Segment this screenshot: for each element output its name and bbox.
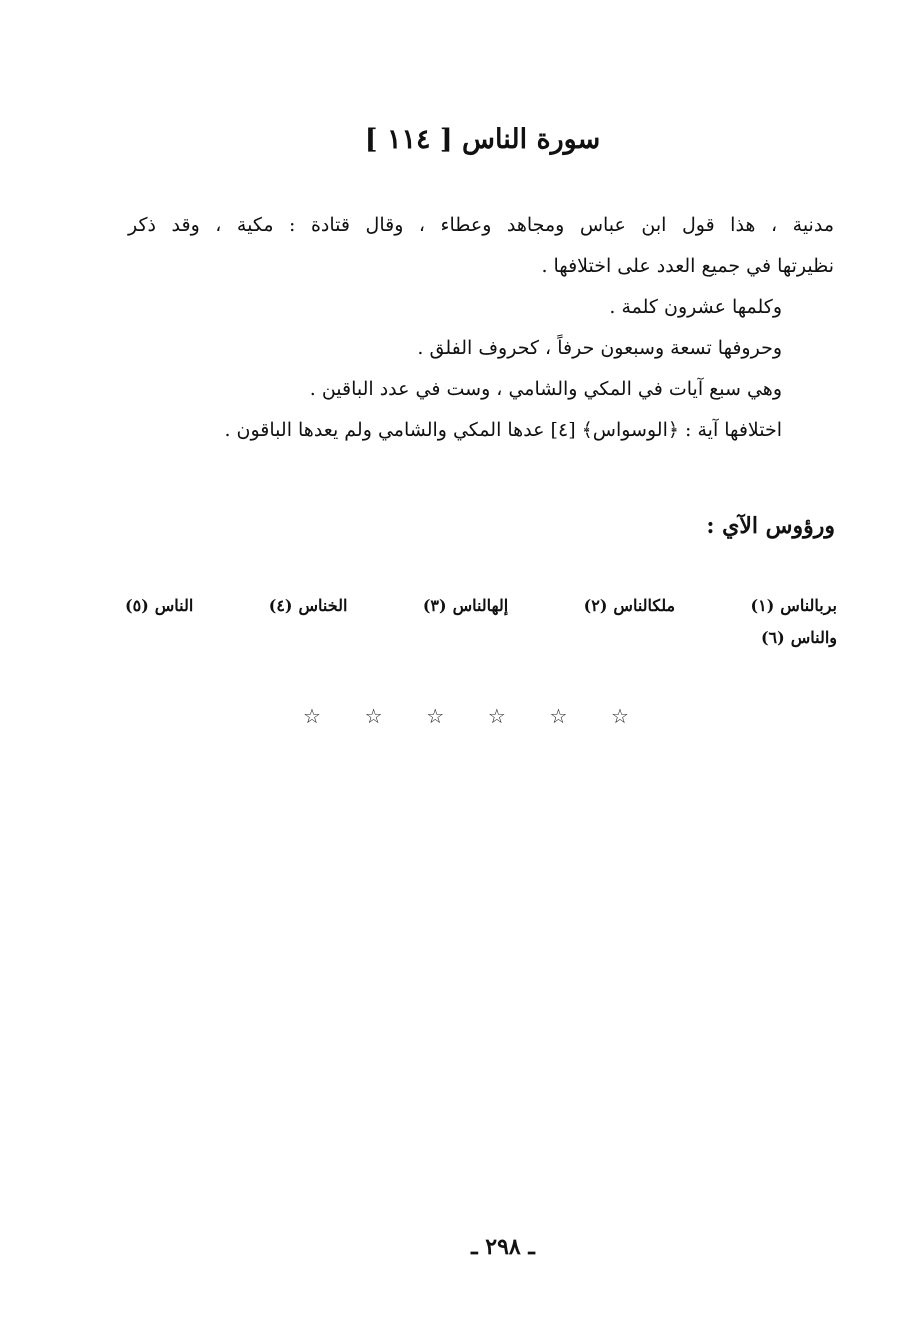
intro-line-6: اختلافها آية : ﴿الوسواس﴾ [٤] عدها المكي والشامي ولم يعدها الباقون . xyxy=(224,419,782,441)
verse-word: ملكالناس xyxy=(613,596,676,615)
verse-row-2 xyxy=(125,622,837,654)
intro-line-2: نظيرتها في جميع العدد على اختلافها . xyxy=(541,255,834,277)
star-icon: ☆ xyxy=(364,704,383,728)
page-number: ـ ٢٩٨ ـ xyxy=(471,1234,535,1260)
verse-word: الخناس xyxy=(298,596,348,615)
verse-number: (٤) xyxy=(268,596,293,615)
verse-ending xyxy=(125,590,193,622)
verse-row-1 xyxy=(125,590,837,622)
verses-heading: ورؤوس الآي : xyxy=(706,513,835,539)
verse-word: بربالناس xyxy=(780,596,837,615)
surah-title: سورة الناس [ ١١٤ ] xyxy=(364,124,601,155)
verse-ending xyxy=(423,590,508,622)
verse-endings-list xyxy=(125,590,837,654)
verse-ending xyxy=(584,590,675,622)
verse-ending xyxy=(269,590,348,622)
star-icon: ☆ xyxy=(303,704,321,728)
verse-number: (٦) xyxy=(760,628,785,647)
intro-line-5: وهي سبع آيات في المكي والشامي ، وست في عدد الباقين . xyxy=(309,378,782,400)
intro-block xyxy=(128,205,834,451)
verse-number: (١) xyxy=(750,596,775,615)
verse-word: والناس xyxy=(790,628,837,647)
intro-line-4: وحروفها تسعة وسبعون حرفاً ، كحروف الفلق . xyxy=(417,337,782,359)
verse-ending xyxy=(761,622,837,654)
star-icon: ☆ xyxy=(549,704,568,728)
verse-number: (٣) xyxy=(422,596,447,615)
intro-line-1: مدنية ، هذا قول ابن عباس ومجاهد وعطاء ، وقال قتادة : مكية ، وقد ذكر xyxy=(128,214,834,236)
star-icon: ☆ xyxy=(487,704,506,728)
verse-word: إلهالناس xyxy=(452,596,509,615)
intro-line-3: وكلمها عشرون كلمة . xyxy=(609,296,782,318)
verse-ending xyxy=(751,590,837,622)
section-separator xyxy=(303,704,629,728)
star-icon: ☆ xyxy=(426,704,445,728)
verse-word: الناس xyxy=(154,596,194,615)
verse-number: (٢) xyxy=(583,596,608,615)
verse-number: (٥) xyxy=(125,596,149,615)
star-icon: ☆ xyxy=(611,704,629,728)
